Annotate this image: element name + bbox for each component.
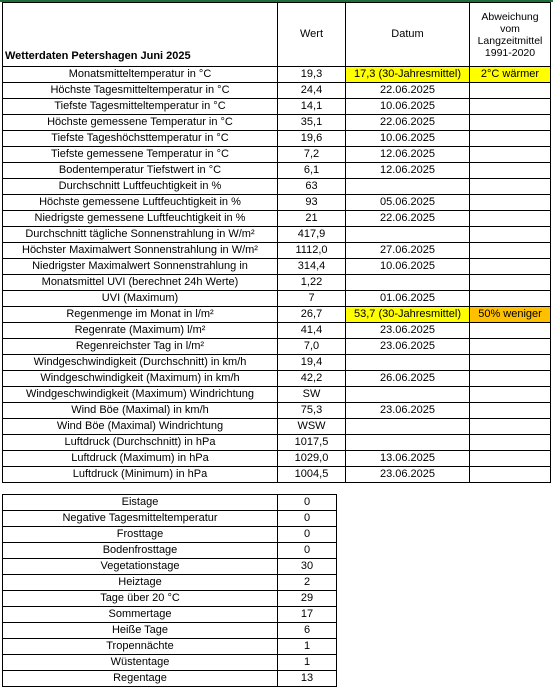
row-date[interactable]: 12.06.2025 <box>346 163 470 179</box>
row-date[interactable]: 01.06.2025 <box>346 291 470 307</box>
row-date[interactable]: 23.06.2025 <box>346 467 470 483</box>
row-deviation[interactable] <box>470 275 551 291</box>
row-date[interactable] <box>346 275 470 291</box>
table-row <box>3 115 551 131</box>
row-value[interactable]: 1,22 <box>278 275 346 291</box>
row-label[interactable]: Höchste gemessene Luftfeuchtigkeit in % <box>3 195 278 211</box>
row-label[interactable]: Luftdruck (Maximum) in hPa <box>3 451 278 467</box>
row-date[interactable] <box>346 435 470 451</box>
day-label[interactable]: Tage über 20 °C <box>3 591 278 607</box>
row-date[interactable] <box>346 227 470 243</box>
row-deviation[interactable] <box>470 435 551 451</box>
day-label[interactable]: Sommertage <box>3 607 278 623</box>
day-value[interactable]: 29 <box>278 591 337 607</box>
table-row <box>3 211 551 227</box>
table-row <box>3 527 337 543</box>
day-label[interactable]: Tropennächte <box>3 639 278 655</box>
day-label[interactable]: Negative Tagesmitteltemperatur <box>3 511 278 527</box>
row-date[interactable]: 17,3 (30-Jahresmittel) <box>346 67 470 83</box>
table-row <box>3 451 551 467</box>
day-value[interactable]: 6 <box>278 623 337 639</box>
row-label[interactable]: Niedrigste gemessene Luftfeuchtigkeit in % <box>3 211 278 227</box>
column-header-deviation[interactable]: Abweichung vom Langzeitmittel 1991-2020 <box>470 3 551 67</box>
table-row <box>3 511 337 527</box>
column-header-date[interactable]: Datum <box>346 3 470 67</box>
row-value[interactable]: 314,4 <box>278 259 346 275</box>
row-deviation[interactable] <box>470 259 551 275</box>
row-deviation[interactable] <box>470 387 551 403</box>
row-date[interactable]: 10.06.2025 <box>346 99 470 115</box>
table-row <box>3 179 551 195</box>
table-row <box>3 163 551 179</box>
row-deviation[interactable] <box>470 131 551 147</box>
row-date[interactable] <box>346 179 470 195</box>
row-value[interactable]: 35,1 <box>278 115 346 131</box>
table-row <box>3 387 551 403</box>
day-value[interactable]: 1 <box>278 639 337 655</box>
row-deviation[interactable] <box>470 227 551 243</box>
row-deviation[interactable] <box>470 419 551 435</box>
row-deviation[interactable] <box>470 163 551 179</box>
row-label[interactable]: Regenmenge im Monat in l/m² <box>3 307 278 323</box>
day-label[interactable]: Bodenfrosttage <box>3 543 278 559</box>
row-deviation[interactable] <box>470 371 551 387</box>
row-date[interactable] <box>346 387 470 403</box>
row-label[interactable]: Regenrate (Maximum) l/m² <box>3 323 278 339</box>
day-value[interactable]: 0 <box>278 511 337 527</box>
table-row <box>3 623 337 639</box>
day-value[interactable]: 17 <box>278 607 337 623</box>
day-value[interactable]: 0 <box>278 527 337 543</box>
table-row <box>3 467 551 483</box>
row-label[interactable]: Niedrigster Maximalwert Sonnenstrahlung in <box>3 259 278 275</box>
table-row <box>3 291 551 307</box>
row-deviation[interactable] <box>470 467 551 483</box>
table-row <box>3 403 551 419</box>
row-date[interactable]: 23.06.2025 <box>346 339 470 355</box>
row-value[interactable]: 63 <box>278 179 346 195</box>
day-value[interactable]: 1 <box>278 655 337 671</box>
row-value[interactable]: 24,4 <box>278 83 346 99</box>
table-row <box>3 307 551 323</box>
table-row <box>3 419 551 435</box>
row-label[interactable]: Höchste Tagesmitteltemperatur in °C <box>3 83 278 99</box>
table-row <box>3 67 551 83</box>
row-date[interactable] <box>346 355 470 371</box>
table-row <box>3 131 551 147</box>
row-value[interactable]: 93 <box>278 195 346 211</box>
day-value[interactable]: 0 <box>278 495 337 511</box>
row-value[interactable]: 26,7 <box>278 307 346 323</box>
row-deviation[interactable] <box>470 323 551 339</box>
table-row <box>3 543 337 559</box>
row-deviation[interactable] <box>470 355 551 371</box>
table-row <box>3 435 551 451</box>
row-value[interactable]: 1029,0 <box>278 451 346 467</box>
row-label[interactable]: Wind Böe (Maximal) in km/h <box>3 403 278 419</box>
row-label[interactable]: Monatsmittel UVI (berechnet 24h Werte) <box>3 275 278 291</box>
row-date[interactable]: 12.06.2025 <box>346 147 470 163</box>
row-label[interactable]: Höchste gemessene Temperatur in °C <box>3 115 278 131</box>
day-value[interactable]: 30 <box>278 559 337 575</box>
row-deviation[interactable] <box>470 451 551 467</box>
table-row <box>3 607 337 623</box>
row-value[interactable]: 41,4 <box>278 323 346 339</box>
table-row <box>3 339 551 355</box>
row-deviation[interactable] <box>470 115 551 131</box>
day-label[interactable]: Frosttage <box>3 527 278 543</box>
row-label[interactable]: Durchschnitt Luftfeuchtigkeit in % <box>3 179 278 195</box>
table-row <box>3 591 337 607</box>
row-value[interactable]: 19,3 <box>278 67 346 83</box>
row-value[interactable]: 7,0 <box>278 339 346 355</box>
day-value[interactable]: 2 <box>278 575 337 591</box>
row-value[interactable]: 1004,5 <box>278 467 346 483</box>
table-row <box>3 655 337 671</box>
row-date[interactable]: 22.06.2025 <box>346 83 470 99</box>
row-deviation[interactable] <box>470 291 551 307</box>
row-deviation[interactable] <box>470 211 551 227</box>
table-row <box>3 323 551 339</box>
row-deviation[interactable] <box>470 83 551 99</box>
weather-data-table <box>2 2 551 483</box>
row-label[interactable]: Windgeschwindigkeit (Maximum) in km/h <box>3 371 278 387</box>
table-row <box>3 259 551 275</box>
row-deviation[interactable] <box>470 243 551 259</box>
row-date[interactable]: 53,7 (30-Jahresmittel) <box>346 307 470 323</box>
table-row <box>3 495 337 511</box>
row-value[interactable]: 6,1 <box>278 163 346 179</box>
row-label[interactable]: Tiefste Tageshöchsttemperatur in °C <box>3 131 278 147</box>
row-value[interactable]: 19,6 <box>278 131 346 147</box>
sheet-title[interactable]: Wetterdaten Petershagen Juni 2025 <box>3 3 278 67</box>
row-value[interactable]: 14,1 <box>278 99 346 115</box>
table-row <box>3 355 551 371</box>
row-value[interactable]: 42,2 <box>278 371 346 387</box>
row-label[interactable]: Windgeschwindigkeit (Durchschnitt) in km/h <box>3 355 278 371</box>
row-label[interactable]: Regenreichster Tag in l/m² <box>3 339 278 355</box>
table-row <box>3 575 337 591</box>
row-label[interactable]: Bodentemperatur Tiefstwert in °C <box>3 163 278 179</box>
row-deviation[interactable] <box>470 195 551 211</box>
row-date[interactable]: 26.06.2025 <box>346 371 470 387</box>
table-row <box>3 275 551 291</box>
row-label[interactable]: Windgeschwindigkeit (Maximum) Windrichtung <box>3 387 278 403</box>
row-date[interactable]: 10.06.2025 <box>346 259 470 275</box>
row-date[interactable]: 05.06.2025 <box>346 195 470 211</box>
table-row <box>3 147 551 163</box>
table-row <box>3 99 551 115</box>
row-deviation[interactable] <box>470 179 551 195</box>
day-label[interactable]: Heiße Tage <box>3 623 278 639</box>
row-value[interactable]: 75,3 <box>278 403 346 419</box>
row-label[interactable]: Durchschnitt tägliche Sonnenstrahlung in W/m² <box>3 227 278 243</box>
table-row <box>3 639 337 655</box>
row-date[interactable] <box>346 419 470 435</box>
row-label[interactable]: Tiefste Tagesmitteltemperatur in °C <box>3 99 278 115</box>
row-date[interactable]: 23.06.2025 <box>346 403 470 419</box>
row-date[interactable]: 23.06.2025 <box>346 323 470 339</box>
table-row <box>3 195 551 211</box>
row-value[interactable]: 21 <box>278 211 346 227</box>
row-deviation[interactable] <box>470 99 551 115</box>
table-row <box>3 83 551 99</box>
day-value[interactable]: 13 <box>278 671 337 687</box>
row-date[interactable]: 22.06.2025 <box>346 211 470 227</box>
row-deviation[interactable] <box>470 147 551 163</box>
row-label[interactable]: Luftdruck (Minimum) in hPa <box>3 467 278 483</box>
table-row <box>3 671 337 687</box>
day-label[interactable]: Eistage <box>3 495 278 511</box>
row-value[interactable]: WSW <box>278 419 346 435</box>
row-label[interactable]: Luftdruck (Durchschnitt) in hPa <box>3 435 278 451</box>
row-deviation[interactable]: 50% weniger <box>470 307 551 323</box>
day-label[interactable]: Heiztage <box>3 575 278 591</box>
row-deviation[interactable] <box>470 403 551 419</box>
row-label[interactable]: Tiefste gemessene Temperatur in °C <box>3 147 278 163</box>
row-deviation[interactable]: 2°C wärmer <box>470 67 551 83</box>
table-row <box>3 243 551 259</box>
row-date[interactable]: 13.06.2025 <box>346 451 470 467</box>
day-label[interactable]: Wüstentage <box>3 655 278 671</box>
row-deviation[interactable] <box>470 339 551 355</box>
row-label[interactable]: Höchster Maximalwert Sonnenstrahlung in W/m² <box>3 243 278 259</box>
row-value[interactable]: SW <box>278 387 346 403</box>
day-value[interactable]: 0 <box>278 543 337 559</box>
table-row <box>3 559 337 575</box>
row-value[interactable]: 1112,0 <box>278 243 346 259</box>
row-label[interactable]: Monatsmitteltemperatur in °C <box>3 67 278 83</box>
row-value[interactable]: 417,9 <box>278 227 346 243</box>
column-header-value[interactable]: Wert <box>278 3 346 67</box>
row-value[interactable]: 1017,5 <box>278 435 346 451</box>
row-label[interactable]: Wind Böe (Maximal) Windrichtung <box>3 419 278 435</box>
day-count-table <box>2 494 337 687</box>
row-date[interactable]: 27.06.2025 <box>346 243 470 259</box>
header-row <box>3 3 551 67</box>
row-value[interactable]: 7 <box>278 291 346 307</box>
row-label[interactable]: UVI (Maximum) <box>3 291 278 307</box>
table-row <box>3 227 551 243</box>
table-row <box>3 371 551 387</box>
row-date[interactable]: 22.06.2025 <box>346 115 470 131</box>
day-label[interactable]: Vegetationstage <box>3 559 278 575</box>
row-value[interactable]: 19,4 <box>278 355 346 371</box>
row-value[interactable]: 7,2 <box>278 147 346 163</box>
day-label[interactable]: Regentage <box>3 671 278 687</box>
row-date[interactable]: 10.06.2025 <box>346 131 470 147</box>
